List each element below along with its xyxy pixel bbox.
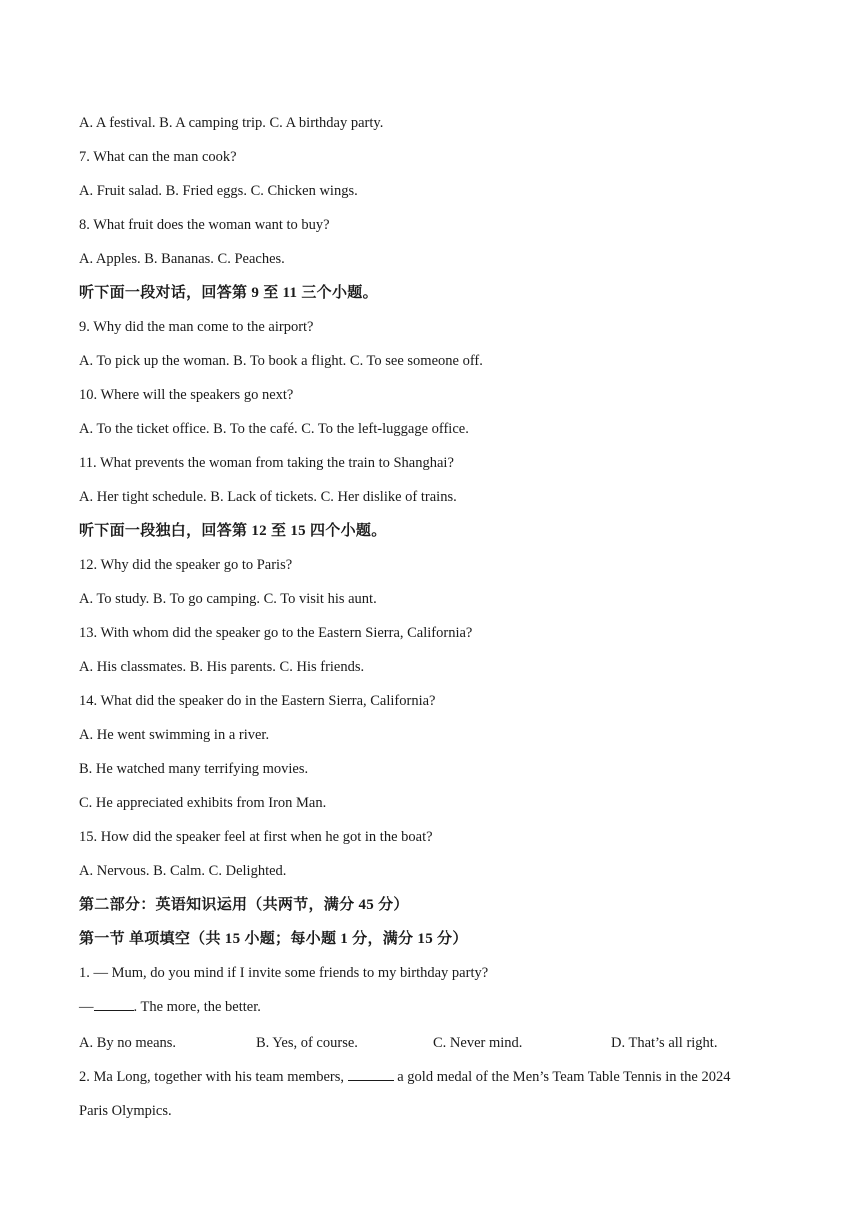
q7-options: A. Fruit salad. B. Fried eggs. C. Chicken wings. (79, 183, 358, 199)
part-two-heading: 第二部分：英语知识运用（共两节，满分 45 分） (79, 897, 409, 913)
reply-dash: — (79, 999, 94, 1015)
sc-q1-option-c: C. Never mind. (433, 1035, 523, 1051)
q12-question: 12. Why did the speaker go to Paris? (79, 557, 293, 573)
q9-question: 9. Why did the man come to the airport? (79, 319, 314, 335)
q8-question: 8. What fruit does the woman want to buy? (79, 217, 330, 233)
sc-q1-option-a: A. By no means. (79, 1035, 177, 1051)
q13-options: A. His classmates. B. His parents. C. His friends. (79, 659, 365, 675)
section-heading-dialogue: 听下面一段对话，回答第 9 至 11 三个小题。 (79, 285, 378, 301)
answer-blank (348, 1068, 394, 1081)
q6-options: A. A festival. B. A camping trip. C. A birthday party. (79, 115, 384, 131)
q14-option-b: B. He watched many terrifying movies. (79, 761, 309, 777)
sc-q1-reply (79, 998, 261, 1016)
q15-options: A. Nervous. B. Calm. C. Delighted. (79, 863, 287, 879)
q2-text-after: a gold medal of the Men’s Team Table Tennis in the 2024 (397, 1069, 731, 1085)
q14-option-a: A. He went swimming in a river. (79, 727, 270, 743)
q11-question: 11. What prevents the woman from taking the train to Shanghai? (79, 455, 454, 471)
answer-blank (94, 998, 134, 1011)
q10-question: 10. Where will the speakers go next? (79, 387, 294, 403)
q12-options: A. To study. B. To go camping. C. To visit his aunt. (79, 591, 377, 607)
q9-options: A. To pick up the woman. B. To book a flight. C. To see someone off. (79, 353, 483, 369)
section-heading-monologue: 听下面一段独白，回答第 12 至 15 四个小题。 (79, 523, 387, 539)
sc-q2-question (79, 1068, 730, 1086)
q14-question: 14. What did the speaker do in the Eastern Sierra, California? (79, 693, 436, 709)
q13-question: 13. With whom did the speaker go to the Eastern Sierra, California? (79, 625, 473, 641)
q15-question: 15. How did the speaker feel at first when he got in the boat? (79, 829, 433, 845)
q14-option-c: C. He appreciated exhibits from Iron Man. (79, 795, 327, 811)
sc-q1-option-d: D. That’s all right. (611, 1035, 718, 1051)
sc-q2-question-cont: Paris Olympics. (79, 1103, 172, 1119)
reply-text: . The more, the better. (133, 999, 261, 1015)
q8-options: A. Apples. B. Bananas. C. Peaches. (79, 251, 285, 267)
q11-options: A. Her tight schedule. B. Lack of tickets. C. Her dislike of trains. (79, 489, 457, 505)
sc-q1-option-b: B. Yes, of course. (256, 1035, 358, 1051)
q7-question: 7. What can the man cook? (79, 149, 237, 165)
q10-options: A. To the ticket office. B. To the café. C. To the left-luggage office. (79, 421, 469, 437)
sc-q1-question: 1. — Mum, do you mind if I invite some friends to my birthday party? (79, 965, 489, 981)
section-one-heading: 第一节 单项填空（共 15 小题；每小题 1 分，满分 15 分） (79, 931, 468, 947)
q2-text-before: 2. Ma Long, together with his team members, (79, 1069, 344, 1085)
